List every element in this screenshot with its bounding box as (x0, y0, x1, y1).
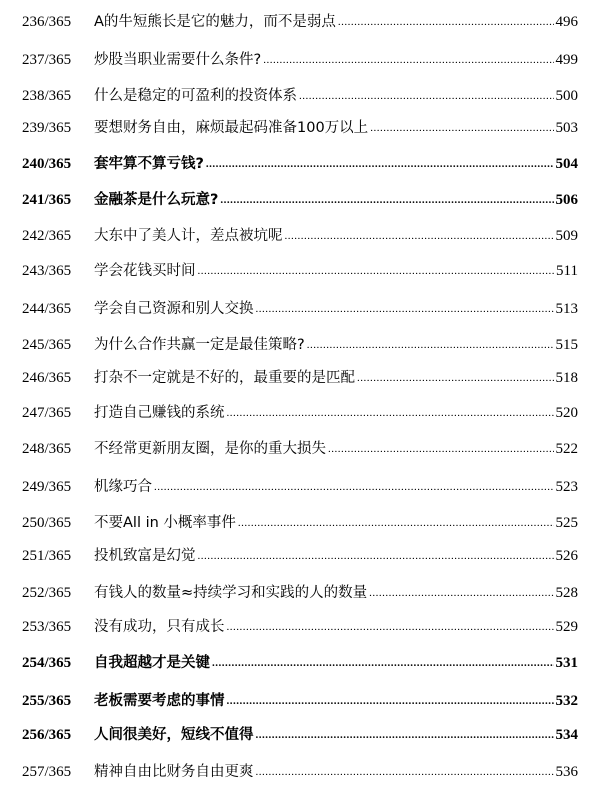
entry-page: 526 (555, 548, 578, 564)
entry-number: 257/365 (22, 764, 72, 780)
entry-page: 499 (555, 52, 578, 68)
dot-leader (307, 332, 554, 357)
entry-number: 243/365 (22, 263, 72, 279)
entry-number: 237/365 (22, 52, 72, 68)
entry-page: 509 (555, 228, 578, 244)
toc-entry (22, 511, 578, 535)
entry-title: 打杂不一定就是不好的，最重要的是匹配 (94, 370, 355, 386)
dot-leader (256, 759, 554, 784)
entry-page: 528 (555, 585, 578, 601)
entry-number: 256/365 (22, 727, 72, 743)
entry-page: 522 (555, 441, 578, 457)
entry-page: 534 (555, 727, 578, 743)
entry-number: 254/365 (22, 655, 72, 671)
dot-leader (285, 223, 554, 248)
entry-number: 242/365 (22, 228, 72, 244)
dot-leader (227, 688, 554, 713)
dot-leader (263, 47, 553, 72)
entry-page: 513 (555, 301, 578, 317)
dot-leader (154, 474, 554, 499)
entry-title: 没有成功，只有成长 (94, 619, 225, 635)
entry-title: 套牢算不算亏钱? (94, 156, 204, 172)
dot-leader (338, 9, 554, 34)
entry-page: 515 (555, 337, 578, 353)
toc-entry (22, 10, 578, 34)
entry-page: 520 (555, 405, 578, 421)
toc-entry (22, 437, 578, 461)
toc-entry (22, 651, 578, 675)
entry-page: 523 (555, 479, 578, 495)
entry-title: 机缘巧合 (94, 479, 152, 495)
entry-number: 246/365 (22, 370, 72, 386)
dot-leader (227, 614, 554, 639)
entry-number: 252/365 (22, 585, 72, 601)
entry-number: 248/365 (22, 441, 72, 457)
entry-number: 255/365 (22, 693, 72, 709)
dot-leader (256, 722, 554, 747)
entry-page: 504 (555, 156, 578, 172)
entry-title: 老板需要考虑的事情 (94, 693, 225, 709)
dot-leader (370, 115, 553, 140)
toc-entry (22, 152, 578, 176)
entry-title: 打造自己赚钱的系统 (94, 405, 225, 421)
entry-title: 精神自由比财务自由更爽 (94, 764, 254, 780)
entry-number: 240/365 (22, 156, 72, 172)
toc-entry (22, 581, 578, 605)
entry-page: 518 (555, 370, 578, 386)
entry-title: 为什么合作共赢一定是最佳策略? (94, 337, 305, 353)
dot-leader (212, 650, 554, 675)
toc-entry (22, 689, 578, 713)
entry-number: 239/365 (22, 120, 72, 136)
toc-entry (22, 723, 578, 747)
entry-number: 241/365 (22, 192, 72, 208)
entry-title: 投机致富是幻觉 (94, 548, 196, 564)
toc-entry (22, 297, 578, 321)
entry-title: 大东中了美人计，差点被坑呢 (94, 228, 283, 244)
entry-page: 500 (555, 88, 578, 104)
toc-entry (22, 615, 578, 639)
entry-number: 253/365 (22, 619, 72, 635)
dot-leader (198, 258, 555, 283)
entry-number: 249/365 (22, 479, 72, 495)
entry-page: 496 (555, 14, 578, 30)
entry-page: 511 (556, 263, 578, 279)
entry-title: 不经常更新朋友圈，是你的重大损失 (94, 441, 326, 457)
entry-title: 自我超越才是关键 (94, 655, 210, 671)
toc-entry (22, 401, 578, 425)
entry-title: 人间很美好，短线不值得 (94, 727, 254, 743)
entry-page: 531 (555, 655, 578, 671)
toc-entry (22, 333, 578, 357)
toc-entry (22, 475, 578, 499)
entry-number: 250/365 (22, 515, 72, 531)
dot-leader (227, 400, 554, 425)
entry-number: 247/365 (22, 405, 72, 421)
entry-title: 不要All in 小概率事件 (94, 515, 236, 531)
dot-leader (238, 510, 554, 535)
dot-leader (328, 436, 554, 461)
entry-title: 学会自己资源和别人交换 (94, 301, 254, 317)
entry-page: 536 (555, 764, 578, 780)
toc-entry (22, 48, 578, 72)
entry-page: 525 (555, 515, 578, 531)
entry-number: 238/365 (22, 88, 72, 104)
dot-leader (220, 187, 553, 212)
toc-entry (22, 760, 578, 784)
entry-number: 244/365 (22, 301, 72, 317)
dot-leader (206, 151, 554, 176)
dot-leader (198, 543, 554, 568)
entry-number: 251/365 (22, 548, 72, 564)
toc-entry (22, 224, 578, 248)
toc-entry (22, 544, 578, 568)
dot-leader (369, 580, 553, 605)
entry-title: 什么是稳定的可盈利的投资体系 (94, 88, 297, 104)
entry-title: 有钱人的数量≈持续学习和实践的人的数量 (94, 585, 368, 601)
entry-title: 金融茶是什么玩意? (94, 192, 219, 208)
entry-number: 245/365 (22, 337, 72, 353)
dot-leader (357, 365, 554, 390)
entry-page: 503 (555, 120, 578, 136)
entry-title: 要想财务自由，麻烦最起码准备100万以上 (94, 120, 369, 136)
entry-title: 学会花钱买时间 (94, 263, 196, 279)
toc-entry (22, 116, 578, 140)
toc-entry (22, 259, 578, 283)
toc-entry (22, 188, 578, 212)
entry-page: 532 (555, 693, 578, 709)
entry-title: 炒股当职业需要什么条件? (94, 52, 262, 68)
toc-entry (22, 84, 578, 108)
dot-leader (299, 83, 554, 108)
entry-title: A的牛短熊长是它的魅力，而不是弱点 (94, 14, 336, 30)
entry-number: 236/365 (22, 14, 72, 30)
entry-page: 506 (555, 192, 578, 208)
dot-leader (256, 296, 554, 321)
entry-page: 529 (555, 619, 578, 635)
toc-entry (22, 366, 578, 390)
